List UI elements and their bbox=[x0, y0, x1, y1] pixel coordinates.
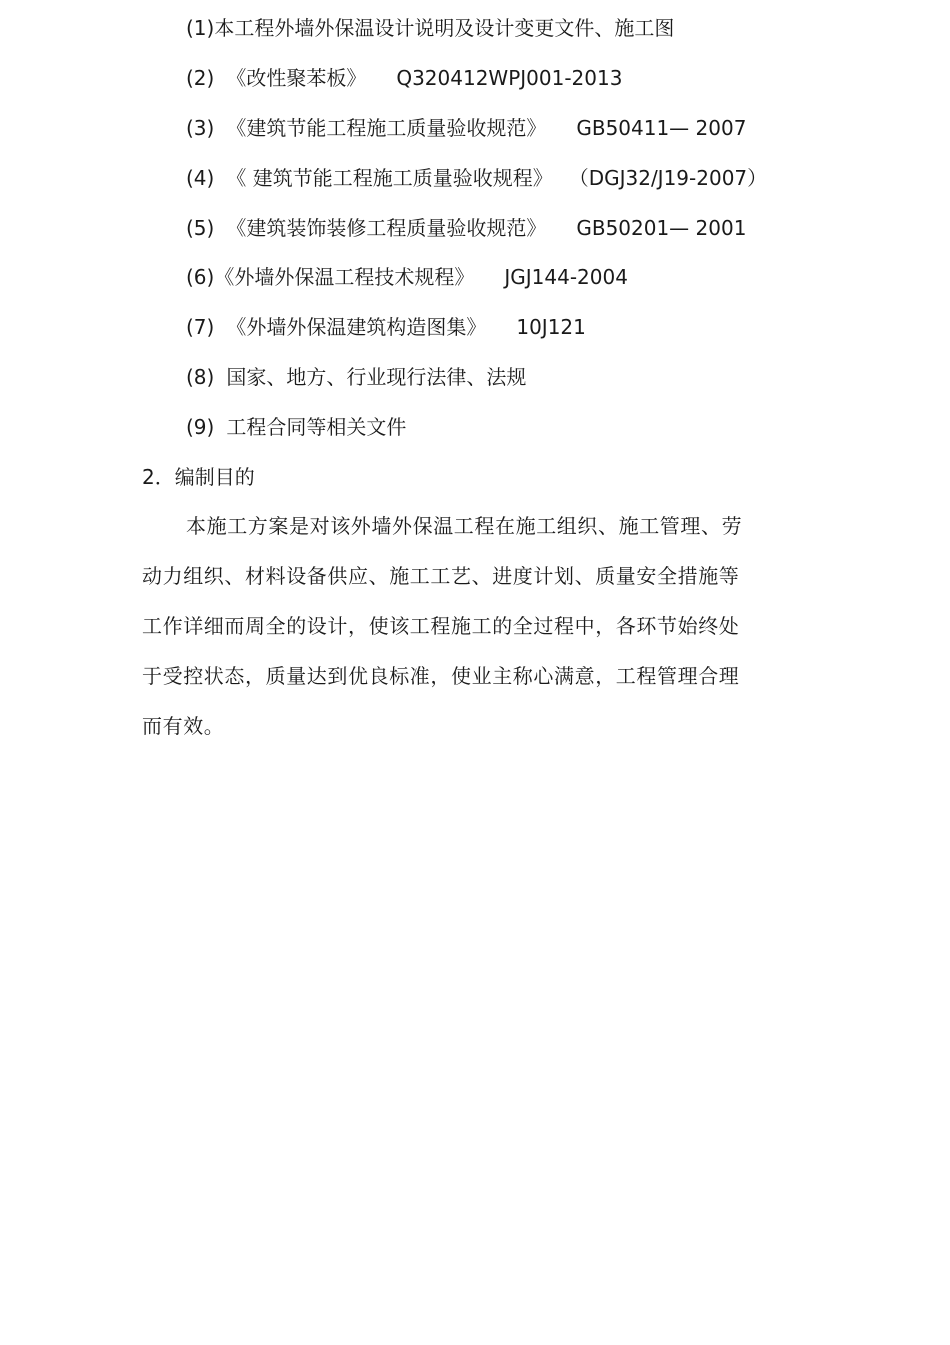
section-heading: 2．编制目的 bbox=[142, 465, 255, 489]
reference-item-1 bbox=[186, 16, 674, 40]
reference-number: (1) bbox=[186, 16, 215, 40]
paragraph-line: 动力组织、材料设备供应、施工工艺、进度计划、质量安全措施等 bbox=[142, 564, 740, 588]
reference-code: GB50201— 2001 bbox=[576, 216, 747, 240]
reference-code: Q320412WPJ001-2013 bbox=[396, 66, 623, 90]
paragraph-line: 工作详细而周全的设计，使该工程施工的全过程中，各环节始终处 bbox=[142, 614, 740, 638]
reference-item-7 bbox=[186, 315, 586, 339]
reference-number: (8) bbox=[186, 365, 215, 389]
reference-code: GB50411— 2007 bbox=[576, 116, 747, 140]
reference-title: 《改性聚苯板》 bbox=[226, 66, 367, 90]
reference-number: (7) bbox=[186, 315, 215, 339]
reference-number: (4) bbox=[186, 166, 215, 190]
reference-title: 《建筑节能工程施工质量验收规范》 bbox=[226, 116, 547, 140]
reference-title: 《外墙外保温工程技术规程》 bbox=[214, 265, 475, 289]
reference-code: JGJ144-2004 bbox=[504, 265, 628, 289]
reference-number: (5) bbox=[186, 216, 215, 240]
reference-item-5 bbox=[186, 216, 746, 240]
paragraph-line: 而有效。 bbox=[142, 714, 225, 738]
reference-item-2 bbox=[186, 66, 622, 90]
reference-title: 《 建筑节能工程施工质量验收规程》 bbox=[226, 166, 553, 190]
reference-title: 《外墙外保温建筑构造图集》 bbox=[226, 315, 487, 339]
reference-item-8 bbox=[186, 365, 526, 389]
reference-number: (3) bbox=[186, 116, 215, 140]
reference-title: 国家、地方、行业现行法律、法规 bbox=[226, 365, 527, 389]
reference-item-9 bbox=[186, 415, 406, 439]
reference-code: 10J121 bbox=[516, 315, 586, 339]
reference-title: 工程合同等相关文件 bbox=[226, 415, 407, 439]
reference-number: (6) bbox=[186, 265, 215, 289]
reference-code: （DGJ32/J19-2007） bbox=[568, 166, 768, 190]
reference-title: 《建筑装饰装修工程质量验收规范》 bbox=[226, 216, 547, 240]
paragraph-line: 于受控状态，质量达到优良标准，使业主称心满意，工程管理合理 bbox=[142, 664, 740, 688]
reference-number: (2) bbox=[186, 66, 215, 90]
reference-title: 本工程外墙外保温设计说明及设计变更文件、施工图 bbox=[214, 16, 675, 40]
paragraph-line: 本施工方案是对该外墙外保温工程在施工组织、施工管理、劳 bbox=[186, 514, 743, 538]
reference-item-4 bbox=[186, 166, 767, 190]
reference-item-6 bbox=[186, 265, 628, 289]
reference-number: (9) bbox=[186, 415, 215, 439]
reference-item-3 bbox=[186, 116, 746, 140]
